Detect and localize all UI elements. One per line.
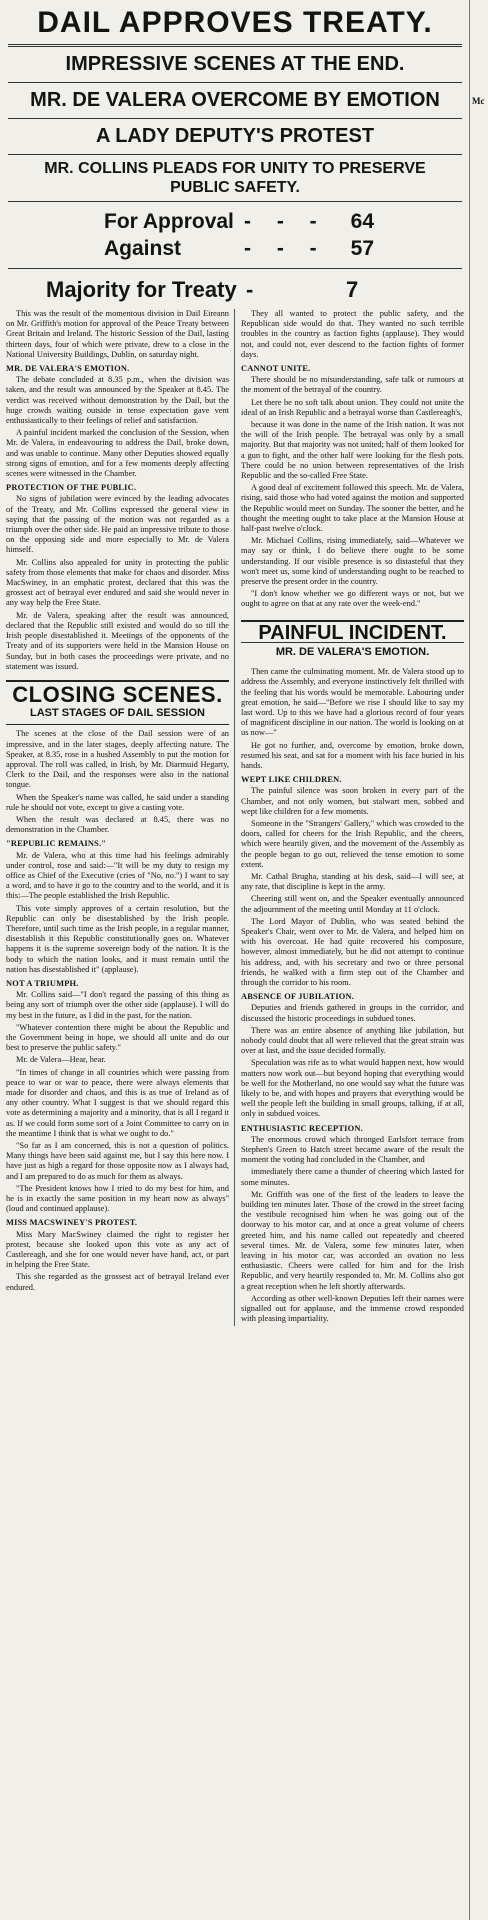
- paragraph: Let there be no soft talk about union. They could not unite the ideal of an Irish Republic and a betrayal worse than Castlereagh's,: [241, 397, 464, 417]
- article-columns: [0, 309, 470, 1326]
- section-heading: PROTECTION OF THE PUBLIC.: [6, 483, 137, 493]
- adjacent-column-edge: [469, 0, 488, 1920]
- vote-count: 64: [350, 210, 374, 233]
- paragraph: When the result was declared at 8.45, there was no demonstration in the Chamber.: [6, 814, 229, 835]
- paragraph: Mr. de Valera, speaking after the result was announced, declared that the Republic still existed and would do so till the Irish people disestablished it. Meetings of the opponents of the Treaty and of its supporters were held in the Mansion House on Sunday, but in both cases the proceedings were private, and no statement was issued.: [6, 610, 229, 671]
- right-column: [235, 309, 464, 1326]
- paragraph: "In times of change in all countries which were passing from peace to war or war to peace, there were always elements that made for disorder and chaos, and this is as true of Ireland as of any other country. What I suggest is that we should regard this vote as determining a majority and a minority, that is all I regard it as. If we could form some sort of a Joint Committee to carry on in the meantime I think that is what we ought to do.": [6, 1067, 229, 1138]
- paragraph: The scenes at the close of the Dail session were of an impressive, and in the later stages, deeply affecting nature. The Speaker, at 8.35, rose in a hushed Assembly to put the motion for approval. The roll was called, in Irish, by Mr. Diarmuid Hegarty, Clerk to the Dail, and the responses were also in the national tongue.: [6, 729, 229, 790]
- paragraph: Deputies and friends gathered in groups in the corridor, and discussed the historic proceedings in subdued tones.: [241, 1003, 464, 1023]
- paragraph: A good deal of excitement followed this speech. Mr. de Valera, rising, said those who had voted against the motion and supported the Republic would meet on Sunday. The sooner the better, and he thought the meeting ought to take place at the Mansion House at half-past twelve o'clock.: [241, 483, 464, 534]
- paragraph: Speculation was rife as to what would happen next, how would matters now work out—but beyond hoping that everything would be well for the Motherland, no one would say what the future was likely to be, and with hopes and prayers that everything would be well the people left the building in small groups, talking, if at all, only in subdued voices.: [241, 1058, 464, 1119]
- paragraph: Mr. Collins also appealed for unity in protecting the public safety from those elements that make for chaos and disorder. Miss MacSwiney, in an emphatic protest, declared that this was the grossest act of betrayal ever endured and said she would never in any way help the Free State.: [6, 557, 229, 608]
- paragraph: The painful silence was soon broken in every part of the Chamber, and not only women, but stalwart men, sobbed and wept like children for a few moments.: [241, 786, 464, 816]
- section-heading: NOT A TRIUMPH.: [6, 978, 79, 988]
- paragraph: This was the result of the momentous division in Dail Eireann on Mr. Griffith's motion for approval of the Peace Treaty between Great Britain and Ireland. The historic Session of the Dail, lasting thirteen days, four of which were private, drew to a close in the National University Buildings, Dublin, on saturday night.: [6, 309, 229, 359]
- edge-fragment-text: Mc: [472, 96, 485, 106]
- majority-count: 7: [346, 277, 359, 302]
- paragraph: Cheering still went on, and the Speaker eventually announced the adjournment of the meeting until Monday at 11 o'clock.: [241, 894, 464, 914]
- section-heading: ENTHUSIASTIC RECEPTION.: [241, 1123, 363, 1133]
- section-heading: ABSENCE OF JUBILATION.: [241, 992, 355, 1002]
- vote-label: Against: [104, 237, 182, 260]
- closing-scenes-subtitle: LAST STAGES OF DAIL SESSION: [29, 707, 205, 720]
- paragraph: Mr. Cathal Brugha, standing at his desk, said—I will see, at any rate, that discipline is kept in the army.: [241, 871, 464, 892]
- paragraph: Mr. Griffith was one of the first of the leaders to leave the building ten minutes later. Those of the crowd in the street facing the vestibule recognised him when he was going out of the doorway to his motor car, and at once a great volume of cheers greeted him, and his name called out repeatedly and cheered several times. Mr. de Valera, some few minutes later, when leaving in his motor car, was accorded an ovation no less enthusiastic. Cheers were called for him and for the Irish Republic, and very heartily responded to. Mr. M. Collins also got a great reception when he left shortly afterwards.: [241, 1189, 464, 1291]
- section-heading: MISS MACSWINEY'S PROTEST.: [6, 1218, 138, 1228]
- vote-dashes: - - -: [244, 210, 327, 233]
- paragraph: Miss Mary MacSwiney claimed the right to register her protest, because she looked upon this vote as any act of Castlereagh, and she for one would never have hand, act, or part in helping the Free State.: [6, 1229, 229, 1270]
- paragraph: "I don't know whether we go different ways or not, but we ought to agree on that at any rate over the week-end.": [241, 589, 464, 609]
- closing-scenes-title: CLOSING SCENES.: [12, 681, 223, 707]
- paragraph: "Whatever contention there might be about the Republic and the Government being in hope, we should all unite and do our best to preserve the public safety.": [6, 1022, 229, 1053]
- section-heading: CANNOT UNITE.: [241, 364, 311, 374]
- section-heading: "REPUBLIC REMAINS.": [6, 839, 107, 849]
- paragraph: Mr. de Valera—Hear, hear.: [16, 1055, 106, 1065]
- majority-label: Majority for Treaty: [46, 277, 237, 302]
- paragraph: Then came the culminating moment. Mr. de Valera stood up to address the Assembly, and everyone instinctively felt thrilled with the feeling that his words would be memorable. Labouring under great emotion, he said—"Before we rise I should like to say my last word. Up to this we have had a glorious record of four years of magnificent discipline in our nation. The world is looking on at us now—": [241, 667, 464, 738]
- headline: DAIL APPROVES TREATY.: [37, 6, 433, 39]
- paragraph: No signs of jubilation were evinced by the leading advocates of the Treaty, and Mr. Collins expressed the general view in saying that the passing of the motion was not regarded as a triumph over the other side. He paid an impressive tribute to those on the opposing side and more especially to Mr. de Valera himself.: [6, 494, 229, 555]
- vote-row-against: [104, 235, 470, 262]
- subhead-lady-deputy: A LADY DEPUTY'S PROTEST: [95, 125, 375, 147]
- paragraph: because it was done in the name of the Irish nation. It was not the will of the Irish people. The betrayal was only by a small majority. But that majority was not united; half of them looked for a gun to fight, and the other half were looking for the flesh pots. There could be no union between representatives of the Irish Republic and the so-called Free State.: [241, 420, 464, 481]
- section-heading: WEPT LIKE CHILDREN.: [241, 775, 342, 785]
- paragraph: They all wanted to protect the public safety, and the Republican side would do that. They wanted no such terrible troubles in the country as faction fights (applause). They would not, and could not, ever descend to the faction fights of former days.: [241, 309, 464, 359]
- majority-dash: -: [246, 277, 254, 302]
- paragraph: This vote simply approves of a certain resolution, but the Republic can only be disestablished by the Irish people. Therefore, until such time as the Irish people, in a regular manner, disestablish it this Republic constitutionally goes on. Whatever happens it is the supreme sovereign body of the nation. It is the body to which the nation looks, and it must remain until the nation has disestablished it" (applause).: [6, 903, 229, 974]
- paragraph: immediately there came a thunder of cheering which lasted for some minutes.: [241, 1167, 464, 1187]
- left-column: [6, 309, 235, 1326]
- paragraph: There should be no misunderstanding, safe talk or rumours at the moment of the betrayal of the country.: [241, 375, 464, 395]
- paragraph: A painful incident marked the conclusion of the Session, when Mr. de Valera, in endeavouring to address the Dail, broke down, and was unable to continue. Many other Deputies showed equally strong signs of emotion, and for a few moments deeply affecting scenes were witnessed in the Chamber.: [6, 428, 229, 479]
- painful-incident-header: [241, 620, 464, 663]
- paragraph: "So far as I am concerned, this is not a question of politics. Many things have been said against me, but I say this here now. I have just as high a regard for those opposite now as I always had, and I am prepared to do as much for them as always.: [6, 1141, 229, 1181]
- paragraph: When the Speaker's name was called, he said under a standing rule he should not vote, except to give a casting vote.: [6, 792, 229, 812]
- paragraph: Mr. de Valera, who at this time had his feelings admirably under control, rose and said:—"It will be my duty to resign my office as Chief of the Executive (cries of "No, no.") I want to say a word, and to have it go to the country and to the world, and it is this:—The people established the Irish Republic.: [6, 850, 229, 901]
- vote-table: [0, 202, 470, 305]
- paragraph: He got no further, and, overcome by emotion, broke down, resumed his seat, and sat for a moment with his face buried in his hands.: [241, 740, 464, 770]
- painful-incident-title: PAINFUL INCIDENT.: [258, 621, 447, 644]
- subhead-impressive-scenes: IMPRESSIVE SCENES AT THE END.: [65, 53, 405, 75]
- paragraph: This she regarded as the grossest act of betrayal Ireland ever endured.: [6, 1272, 229, 1292]
- subhead-collins: MR. COLLINS PLEADS FOR UNITY TO PRESERVE PUBLIC SAFETY.: [44, 160, 426, 196]
- paragraph: The enormous crowd which thronged Earlsfort terrace from Stephen's Green to Hatch street became aware of the result the moment the voting had concluded in the Chamber, and: [241, 1134, 464, 1165]
- paragraph: "The President knows how I tried to do my best for him, and he is in exactly the same position in my heart now as always" (loud and continued applause).: [6, 1183, 229, 1214]
- closing-scenes-header: [6, 680, 229, 725]
- vote-row-for: [104, 208, 470, 235]
- paragraph: Mr. Michael Collins, rising immediately, said—Whatever we may say or think, I do believe there ought to be some understanding. If our visible presence is so distasteful that they won't meet us, some kind of understanding ought to be reached to preserve the present order in the country.: [241, 536, 464, 587]
- vote-dashes: - - -: [244, 237, 327, 260]
- majority-row: [46, 275, 470, 305]
- paragraph: There was an entire absence of anything like jubilation, but nobody could doubt that all were relieved that the great strain was over at last, and the issue decided formally.: [241, 1025, 464, 1056]
- divider: [8, 268, 462, 269]
- paragraph: The Lord Mayor of Dublin, who was seated behind the Speaker's Chair, went over to Mr. de Valera, and helped him on with his overcoat. He had quite recovered his composure, however, almost immediately, but he did not attempt to continue his address, and, with his secretary and two or three personal friends, he walked with a firm step out of the Chamber and through the corridor to his room.: [241, 916, 464, 987]
- subhead-de-valera: MR. DE VALERA OVERCOME BY EMOTION: [30, 89, 440, 111]
- vote-count: 57: [350, 237, 374, 260]
- paragraph: Mr. Collins said—"I don't regard the passing of this thing as being any sort of triumph over the other side (applause). I will do my best in the future, as I did in the past, for the nation.: [6, 990, 229, 1020]
- vote-label: For Approval: [104, 210, 234, 233]
- paragraph: Someone in the "Strangers' Gallery," which was crowded to the doors, called for cheers for the Irish Republic, and the cheers, which were heartily given, and the movement of the Assembly as the people began to go out, relieved the tense emotion to some extent.: [241, 818, 464, 869]
- section-heading: MR. DE VALERA'S EMOTION.: [6, 364, 130, 374]
- painful-incident-subtitle: MR. DE VALERA'S EMOTION.: [275, 645, 430, 658]
- paragraph: According as other well-known Deputies left their names were signalled out for applause, and the immense crowd responded with pleasing impartiality.: [241, 1293, 464, 1324]
- paragraph: The debate concluded at 8.35 p.m., when the division was taken, and the result was announced by the Speaker at 8.45. The verdict was received without demonstration by the Dail, but the huge crowds waiting outside in tense expectation gave vent enthusiastically to their feelings of relief and satisfaction.: [6, 375, 229, 426]
